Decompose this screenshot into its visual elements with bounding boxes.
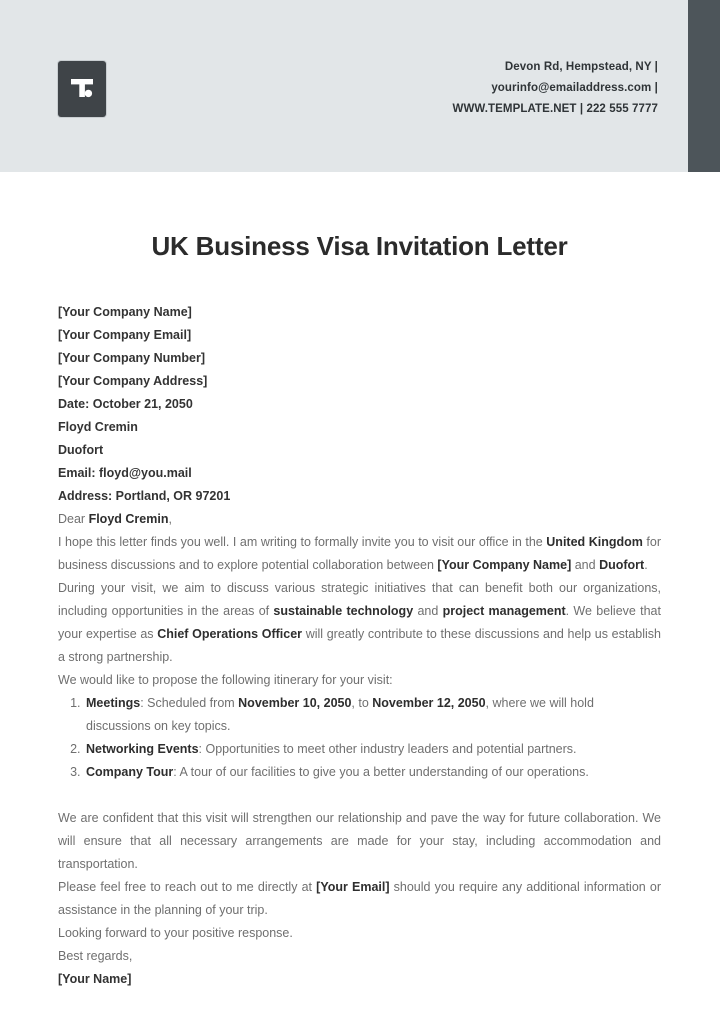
itinerary-intro: We would like to propose the following itinerary for your visit: bbox=[58, 673, 393, 687]
recipient-name-line: Floyd Cremin bbox=[58, 420, 138, 434]
itinerary-1-text-1: : Opportunities to meet other industry leaders and potential partners. bbox=[198, 742, 577, 756]
para1-text-3: and bbox=[571, 558, 600, 572]
contact-address-line: Devon Rd, Hempstead, NY | bbox=[504, 61, 658, 73]
salutation-name: Floyd Cremin bbox=[88, 512, 169, 526]
paragraph-invitation bbox=[58, 531, 661, 577]
para4-bold-your-email: [Your Email] bbox=[316, 880, 390, 894]
letterhead-contact-info bbox=[238, 57, 658, 120]
itinerary-0-bold-end-date: November 12, 2050 bbox=[372, 696, 486, 710]
letterhead-band bbox=[0, 0, 720, 172]
para1-text-2: for business discussions and to explore potential collaboration between bbox=[58, 535, 662, 572]
itinerary-2-text-1: : A tour of our facilities to give you a better understanding of our operations. bbox=[173, 765, 589, 779]
para2-bold-job-title: Chief Operations Officer bbox=[157, 627, 303, 641]
paragraph-discussion-topics bbox=[58, 577, 661, 669]
list-paragraph-spacer bbox=[58, 784, 661, 807]
itinerary-label-networking-events: Networking Events bbox=[86, 742, 199, 756]
itinerary-label-meetings: Meetings bbox=[86, 696, 141, 710]
para2-text-2: and bbox=[413, 604, 443, 618]
itinerary-0-text-1: : Scheduled from bbox=[140, 696, 239, 710]
list-item bbox=[84, 738, 661, 761]
itinerary-0-text-3: , where we will hold discussions on key topics. bbox=[86, 696, 594, 733]
page-title: UK Business Visa Invitation Letter bbox=[151, 231, 568, 261]
company-address-line: [Your Company Address] bbox=[58, 374, 208, 388]
para2-bold-sustainable-technology: sustainable technology bbox=[273, 604, 414, 618]
para1-bold-company: [Your Company Name] bbox=[437, 558, 572, 572]
company-number-line: [Your Company Number] bbox=[58, 351, 205, 365]
salutation-prefix: Dear bbox=[58, 512, 89, 526]
para2-bold-project-management: project management bbox=[442, 604, 566, 618]
para4-text-2: should you require any additional information or assistance in the planning of your trip. bbox=[58, 880, 661, 917]
para1-text-1: I hope this letter finds you well. I am writing to formally invite you to visit our office in the bbox=[58, 535, 547, 549]
para4-text-1: Please feel free to reach out to me directly at bbox=[58, 880, 317, 894]
contact-website-phone-line: WWW.TEMPLATE.NET | 222 555 7777 bbox=[452, 103, 658, 115]
para2-text-3: . We believe that your expertise as bbox=[58, 604, 661, 641]
salutation-suffix: , bbox=[168, 512, 172, 526]
sender-recipient-block bbox=[58, 301, 661, 508]
recipient-email-line: Email: floyd@you.mail bbox=[58, 466, 192, 480]
para2-text-4: will greatly contribute to these discussions and help us establish a strong partnership. bbox=[58, 627, 661, 664]
contact-email-line: yourinfo@emailaddress.com | bbox=[491, 82, 658, 94]
letter-content bbox=[58, 172, 661, 991]
company-logo bbox=[58, 61, 106, 117]
paragraph-contact bbox=[58, 876, 661, 922]
para1-bold-country: United Kingdom bbox=[546, 535, 643, 549]
letter-date-line: Date: October 21, 2050 bbox=[58, 397, 193, 411]
salutation bbox=[58, 508, 661, 531]
paragraph-confidence: We are confident that this visit will strengthen our relationship and pave the way for future collaboration. We will ensure that all necessary arrangements are made for your stay, including accommodation and transportation. bbox=[58, 811, 661, 871]
company-email-line: [Your Company Email] bbox=[58, 328, 192, 342]
para1-text-4: . bbox=[644, 558, 648, 572]
itinerary-list bbox=[58, 692, 661, 784]
closing-line: Looking forward to your positive response. bbox=[58, 926, 293, 940]
itinerary-0-bold-start-date: November 10, 2050 bbox=[238, 696, 352, 710]
signature-name: [Your Name] bbox=[58, 972, 132, 986]
company-name-line: [Your Company Name] bbox=[58, 305, 192, 319]
logo-t-glyph bbox=[68, 75, 96, 103]
list-item bbox=[84, 692, 661, 738]
itinerary-0-text-2: , to bbox=[351, 696, 373, 710]
para1-bold-duofort: Duofort bbox=[599, 558, 645, 572]
letterhead-accent-bar bbox=[688, 0, 720, 172]
regards-line: Best regards, bbox=[58, 949, 133, 963]
list-item bbox=[84, 761, 661, 784]
para2-text-1: During your visit, we aim to discuss various strategic initiatives that can benefit both our organizations, including opportunities in the areas of bbox=[58, 581, 661, 618]
itinerary-label-company-tour: Company Tour bbox=[86, 765, 174, 779]
recipient-address-line: Address: Portland, OR 97201 bbox=[58, 489, 231, 503]
recipient-company-line: Duofort bbox=[58, 443, 104, 457]
